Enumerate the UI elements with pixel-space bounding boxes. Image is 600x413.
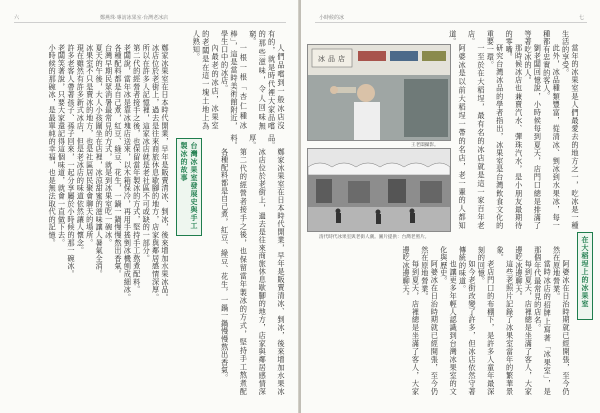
text-col: 人們品嚐到一般冰店沒有的，就是時代裡大家品嚐的那些滋味，令人回味無窮。: [248, 30, 286, 130]
right-page: [301, 0, 600, 413]
right-top-text: [448, 30, 580, 230]
text-col: 一根一根「杏仁種冰棒」，這是當時美術館附近，學生口中的冰店。: [220, 30, 249, 130]
text-col: 現在雖然有許多新式冰店，但是老冰店的味道依然讓人懷念。: [76, 44, 86, 255]
svg-text:冰: 冰: [318, 55, 325, 63]
text-col: 每到夏天，店裡總是坐滿了客人，大家邊吃冰邊聊天。: [514, 246, 534, 396]
header-rule-left: [14, 22, 286, 23]
text-col: 老闆說，當年冰是靠冰塊店送來，以木箱保冷，再用手搖剉冰機刨成細冰。: [123, 44, 133, 302]
right-bottom-text: [315, 246, 571, 396]
text-col: 每到夏天，店裡總是坐滿了客人，大家邊吃冰邊聊天。: [402, 246, 421, 396]
photo-old-street: [307, 148, 451, 232]
svg-text:品: 品: [328, 55, 335, 63]
section-heading-left: 台灣冰果室發展史與手工製冰的故事: [176, 138, 202, 236]
left-body-text-b: [196, 134, 286, 396]
text-col: 各種配料都是自己煮，紅豆、綠豆、花生，一鍋一鍋慢慢熬出香氣。: [220, 148, 230, 383]
text-col: 阿婆冰是以前大稻埕一帶的名店，老一輩的人都知道。: [448, 30, 468, 230]
text-col: 冰果室不只是賣冰的地方，也是社區居民聚會聊天的場所。: [85, 44, 95, 248]
text-col: 研究台灣冰品的學者指出，冰果室是台灣飲食文化的重要一環。: [486, 30, 505, 230]
text-col: 阿婆冰在日治時期就已經開張，至今仍然在原地營業。: [420, 246, 440, 396]
text-col: 這些老照片記錄了冰果室當年的繁華景象。: [496, 246, 515, 396]
text-col: 老店門口的布棚下，是許多人童年最深刻的回憶。: [477, 246, 496, 396]
text-col: 內最老的冰店，冰果室的老闆是在這一塊土地上為人熟知。: [192, 30, 221, 130]
running-head-right: 小時候的冰: [319, 15, 345, 21]
text-col: 阿婆冰在日治時期就已經開張，至今仍然在原地營業。: [552, 246, 571, 396]
text-col: 此外，冰品種類豐富，從清冰、剉冰到水果冰，每一種都有忠實的客人。: [542, 30, 562, 230]
section-heading-right: 在大稻埕上的冰果室: [577, 232, 593, 320]
photo2-caption: 清代時代冰果室與老街人潮。圖片提供：台灣老照片。: [319, 235, 430, 240]
text-col: 也讓更多年輕人認識到台灣冰果室的文化與歷史。: [439, 246, 459, 396]
svg-text:店: 店: [338, 55, 345, 63]
photo-old-street-image: [308, 149, 450, 231]
text-col: 鄭家冰果室在日本時代開業，早年是販賣清冰、剉冰，後來增加水果冰品。: [161, 44, 170, 302]
text-col: 當年的冰果室是人們最愛去的地方之一，吃冰是一種生活的享受。: [561, 30, 580, 230]
text-col: 所以在許多人記憶裡，這家冰店就是老社區不可或缺的一部分。: [142, 44, 152, 263]
left-body-text-a: [14, 30, 170, 396]
text-col: 第二代的經營者接手之後，也保留當年製冰的方式，堅持手工熬煮配料。: [229, 134, 249, 396]
folio-left: 六: [14, 15, 20, 21]
text-col: 各種配料都是自己煮，紅豆、綠豆、花生，一鍋一鍋慢慢熬出香氣。: [113, 44, 123, 279]
photo-shop-owner-image: [308, 45, 450, 140]
header-rule-right: [315, 22, 587, 23]
text-col: 台灣早期民眾消暑最常見的方式，就是到冰果室吃一碗冰。: [104, 44, 114, 248]
text-col: 冰店位於老街上，過去是往來商旅休息歇腳的地方，店家與鄰居感情深厚。: [248, 134, 268, 396]
text-col: 劉老闆回憶說，小時候每到夏天，店門口總是排滿了等著吃冰的人。: [523, 30, 543, 230]
text-col: 那時候冰店也兼賣汽水、彈珠汽水，是小朋友最期待的零嘴。: [505, 30, 524, 230]
text-col: 鄭家冰果室在日本時代開業，早年是販賣清冰、剉冰，後來增加水果冰品。: [267, 134, 286, 396]
text-col: 夏天的午後，大人小孩圍坐在店裡，冰涼甜蜜的滋味讓人暑氣全消。: [95, 44, 105, 279]
running-head-left: 鄭燕珠·專訪冰果室·台灣老冰店: [100, 15, 169, 21]
text-col: 第二代的經營者接手之後，也保留當年製冰的方式，堅持手工熬煮配料。: [132, 44, 142, 294]
text-col: 冰店位於老街上，過去是往來商旅休息歇腳的地方，店家與鄰居感情深厚。: [151, 44, 161, 302]
text-col: 如今老街改變了許多，但冰店依然守著傳統的味道。: [458, 246, 477, 396]
photo1-caption: 王老闆攝影。: [411, 143, 439, 148]
folio-right: 七: [579, 15, 585, 21]
text-col: 許多老客人帶著孩子、孫子回來，一起分享屬於小時候的那一碗冰。: [66, 44, 76, 279]
text-col: 當時冰店的招牌上寫著「冰果室」，是那個年代最常見的店名。: [533, 246, 553, 396]
left-page: [0, 0, 299, 413]
left-top-text: [172, 30, 286, 130]
photo-shop-owner: [307, 44, 451, 141]
text-col: 老闆笑著說，只要大家還記得這個味道，就會一直做下去。: [57, 44, 67, 248]
text-col: 小時候的那碗冰，是最單純的幸福，也是無法取代的記憶。: [48, 44, 58, 248]
text-col: 一至於在大稻埕，最有名的冰店就是這一家百年老店。: [467, 30, 486, 230]
